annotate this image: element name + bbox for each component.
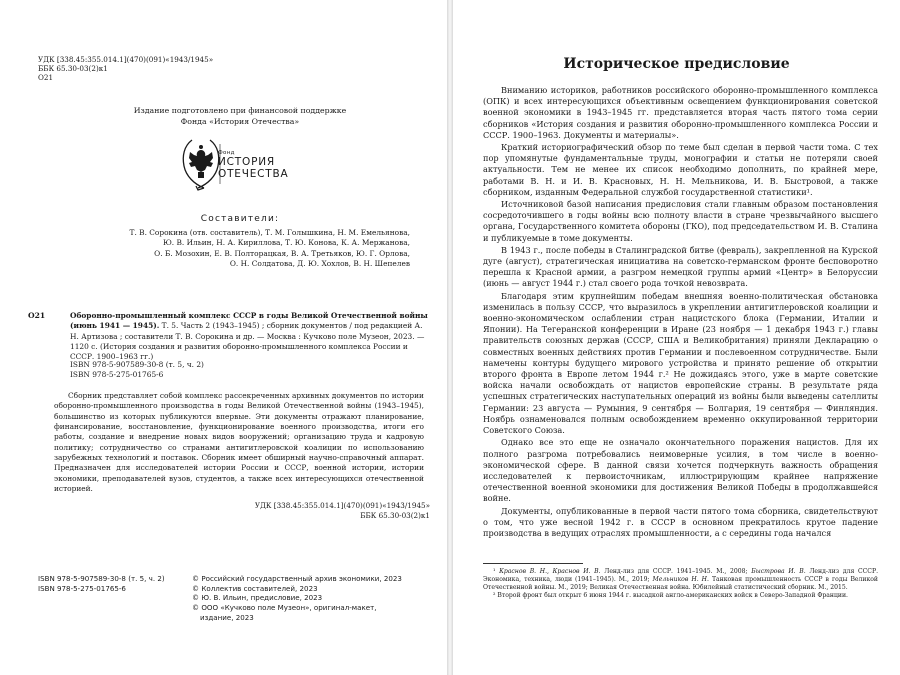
logo-fond: Фонд [218,150,235,156]
compilers-line: О. Б. Мозохин, Е. В. Полторацкая, В. А. Третьяков, Ю. Г. Орлова, [154,248,410,258]
page-title: Историческое предисловие [563,56,790,72]
footnote-text: Ленд-лиз для СССР. 1941–1945. М., 2008; [600,568,752,575]
foundation-logo-text [218,150,288,180]
isbn-line: ISBN 978-5-907589-30-8 (т. 5, ч. 2) [70,360,204,369]
isbn-block [70,360,204,380]
isbn-line: ISBN 978-5-275-01765-6 [70,370,164,379]
paragraph: Однако все это еще не означало окончательного поражения нацистов. Для их полного разгрома потребовались неимоверные усилия, в том числе в военно-экономической сфере. В данной связи хочется подчеркнуть важность обращения исследователей к первоисточникам, иллюстрирующим крайнее напряжение отечественной военной экономики для достижения Великой Победы в продолжавшейся войне. [483,437,878,504]
isbn-line: ISBN 978-5-275-01765-6 [38,583,126,593]
logo-line-2: ОТЕЧЕСТВА [218,167,289,180]
paragraph: Источниковой базой написания предисловия стали главным образом постановления сосредоточившего в годы войны всю полноту власти в стране чрезвычайного высшего органа, Государственного комитета обороны (ГКО), под председательством И. В. Сталина и публикуемые в томе документы. [483,199,878,243]
copyright-line: © Ю. В. Ильин, предисловие, 2023 [192,593,323,603]
footer-copyrights [192,574,402,623]
logo-line-1: ИСТОРИЯ [218,156,275,168]
bib-details: Т. 5. Часть 2 (1943–1945) ; сборник документов / под редакцией А. Н. Артизова ; составители Т. В. Сорокина и др. — Москва : Кучково поле Музеон, 2023. — 1120 с. (История создания и развития оборонно-промышленного комплекса России и СССР. 1900–1963 гг.) [70,321,425,362]
copyright-line: © Российский государственный архив экономики, 2023 [192,574,402,583]
bbk-code: ББК 65.30-03(2)к1 [38,64,108,73]
copyright-line: издание, 2023 [200,612,254,622]
annotation-text: Сборник представляет собой комплекс рассекреченных архивных документов по истории оборонно-промышленного производства в годы Великой Отечественной войны (1943–1945), большинство из которых публикуются впервые. Эти документы отражают планирование, финансирование, восстановление, функционирование военного производства, итоги его работы, создание и внедрение новых видов вооружений; организацию труда и кадровую политику; сотрудничество со странами антигитлеровской коалиции по использованию зарубежных технологий и поставок. Сборник имеет обширный научно-справочный аппарат. Предназначен для исследователей истории России и СССР, военной истории, истории экономики, преподавателей вузов, студентов, а также всех интересующихся отечественной историей. [54,391,424,494]
classification-codes-bottom [240,501,430,521]
footnotes [483,568,878,600]
compilers-line: О. Н. Солдатова, Д. Ю. Хохлов, В. Н. Шепелев [229,259,410,269]
footnote-author: Мельников Н. Н. [652,576,709,584]
copyright-line: © Коллектив составителей, 2023 [192,583,318,593]
compilers-heading: Составители: [200,214,280,224]
funding-line-2: Фонда «История Отечества» [180,116,300,126]
compilers-line: Ю. В. Ильин, Н. А. Кириллова, Т. Ю. Конова, К. А. Мержанова, [162,238,410,248]
paragraph: Документы, опубликованные в первой части пятого тома сборника, свидетельствуют о том, что уже весной 1942 г. в СССР в основном прекратилось крутое падение производства в ведущих отраслях промышленности, а с середины года начался [483,505,878,538]
left-page [0,0,447,675]
udc-code: УДК [338.45:355.014.1](470)(091)«1943/1945» [38,55,214,64]
footnote-divider [483,563,583,564]
footnote-author: Краснов В. Н., Краснов И. В. [499,568,601,575]
copyright-line: © ООО «Кучково поле Музеон», оригинал-макет, [192,603,377,613]
funding-note [40,106,440,127]
footer-isbn [38,574,165,593]
footnote-text: Ленд-лиз для СССР. Экономика, техника, люди (1941–1945). М., 2019; [483,568,879,584]
bbk-code: ББК 65.30-03(2)к1 [360,511,430,520]
isbn-line: ISBN 978-5-907589-30-8 (т. 5, ч. 2) [38,574,165,583]
author-mark: О21 [38,73,54,82]
bib-title: Оборонно-промышленный комплекс СССР в годы Великой Отечественной войны (июнь 1941 — 1945). [70,311,428,331]
preface-body [483,85,878,539]
paragraph: Вниманию историков, работников российского оборонно-промышленного комплекса (ОПК) и всех интересующихся объективным освещением функционирования советской военной экономики в 1943–1945 гг. представляется вторая часть пятого тома серии сборников «История создания и развития оборонно-промышленного комплекса России и СССР. 1900–1963. Документы и материалы». [483,85,878,140]
classification-codes [38,55,213,82]
compilers-line: Т. В. Сорокина (отв. составитель), Т. М. Голышкина, Н. М. Емельянова, [129,228,410,237]
footnote-author: Быстрова И. В. [751,568,806,575]
bib-description [70,311,433,362]
paragraph: Краткий историографический обзор по теме был сделан в первой части тома. С тех пор упомянутые фундаментальные труды, монографии и статьи не потеряли своей актуальности. Тем не менее их список необходимо дополнить, по крайней мере, работами В. Н. и И. В. Красновых, Н. Н. Мельникова, И. В. Быстровой, а также сборником, изданным Федеральной службой государственной статистики¹. [483,142,878,197]
udc-code: УДК [338.45:355.014.1](470)(091)«1943/1945» [254,501,430,510]
paragraph: В 1943 г., после победы в Сталинградской битве (февраль), закрепленной на Курской дуге (август), стратегическая инициатива на советско-германском фронте бесповоротно перешла к Красной армии, а разгром немецкой группы армий «Центр» в Белоруссии (июнь — август 1944 г.) стал своего рода точкой невозврата. [483,244,878,289]
funding-line-1: Издание подготовлено при финансовой поддержке [133,106,347,115]
footnote-text: Танковая промышленность СССР в годы Великой Отечественной войны. М., 2019; Великая Отечественная война. Юбилейный статистический сборник. М., 2015. [483,576,878,592]
compilers-list [70,228,410,270]
paragraph: Благодаря этим крупнейшим победам внешняя военно-политическая обстановка изменилась в пользу СССР, что выразилось в укреплении антигитлеровской коалиции и военно-экономическом ослаблении стран нацистского блока (Германии, Италии и Японии). На Тегеранской конференции в Иране (23 ноября — 1 декабря 1943 г.) главы правительств союзных держав (СССР, США и Великобритания) приняли Декларацию о совместных военных действиях против Германии и послевоенном сотрудничестве. Были намечены контуры будущего мирового устройства и принято решение об открытии второго фронта в Европе летом 1944 г.² Не дожидаясь этого, уже в марте советские войска начали освобождать от нацистов европейские страны. В результате ряда успешных стратегических наступательных операций из войны были выведены сателлиты Германии: 23 августа — Румыния, 9 сентября — Болгария, 19 сентября — Финляндия. Ноябрь ознаменовался полным освобождением временно оккупированной территории Советского Союза. [483,290,878,436]
footnote-number: ¹ [493,568,496,575]
bib-code: О21 [28,311,46,320]
right-page [453,0,900,675]
bibliographic-record [28,311,433,362]
footnote-2: ² Второй фронт был открыт 6 июня 1944 г. высадкой англо-американских войск в Северо-Западной Франции. [493,592,848,600]
footnote-1 [483,568,878,592]
